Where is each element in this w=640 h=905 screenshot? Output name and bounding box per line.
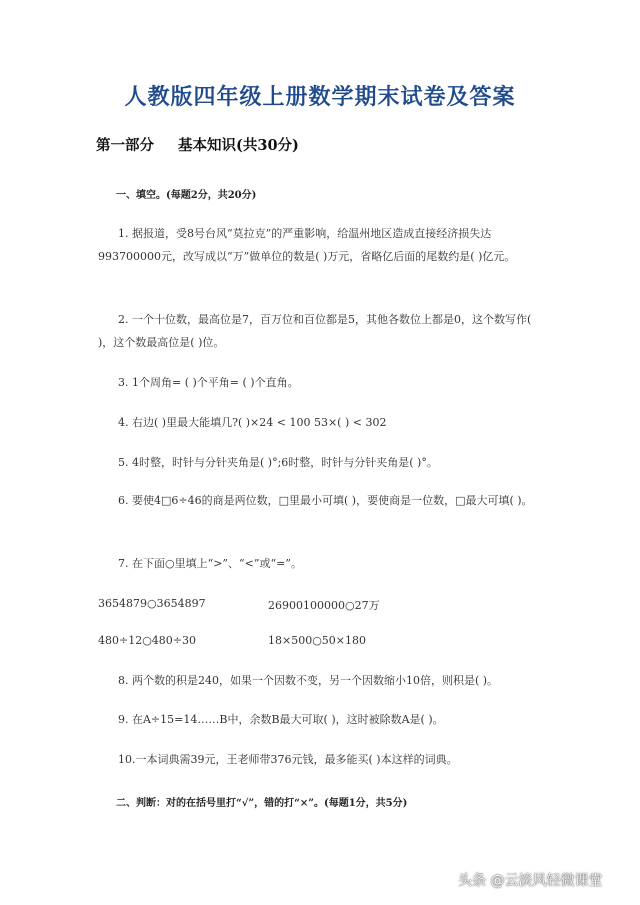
question-7: 7. 在下面○里填上“>”、“<”或“=”。 bbox=[118, 557, 302, 570]
comparison-4: 18×500○50×180 bbox=[268, 634, 367, 647]
part-heading bbox=[96, 134, 299, 155]
comparison-1: 3654879○3654897 bbox=[98, 597, 206, 610]
question-9: 9. 在A÷15=14……B中，余数B最大可取( )，这时被除数A是( )。 bbox=[118, 713, 444, 726]
question-6: 6. 要使4□6÷46的商是两位数，□里最小可填( )，要使商是一位数，□最大可填( )。 bbox=[118, 494, 533, 507]
question-10: 10.一本词典需39元，王老师带376元钱，最多能买( )本这样的词典。 bbox=[118, 753, 458, 766]
comparison-2: 26900100000○27万 bbox=[268, 599, 380, 612]
part-name: 第一部分 bbox=[96, 137, 154, 154]
section1-heading: 一、填空。(每题2分，共20分) bbox=[116, 190, 257, 201]
question-8: 8. 两个数的积是240，如果一个因数不变，另一个因数缩小10倍，则积是( )。 bbox=[118, 674, 499, 687]
question-2: 2. 一个十位数，最高位是7，百万位和百位都是5，其他各数位上都是0，这个数写作( )，这个数最高位是( )位。 bbox=[98, 313, 532, 349]
page-title: 人教版四年级上册数学期末试卷及答案 bbox=[124, 84, 516, 110]
watermark: 头条 @云淡风轻微课堂 bbox=[458, 873, 603, 889]
question-4: 4. 右边( )里最大能填几?( )×24 < 100 53×( ) < 302 bbox=[118, 416, 387, 429]
question-1: 1. 据报道，受8号台风“莫拉克”的严重影响，给温州地区造成直接经济损失达993700000元，改写成以“万”做单位的数是( )万元，省略亿后面的尾数约是( )亿元。 bbox=[98, 227, 516, 263]
section2-heading: 二、判断：对的在括号里打“√”，错的打“×”。(每题1分，共5分) bbox=[116, 798, 408, 809]
part-subtitle: 基本知识(共30分) bbox=[178, 137, 299, 154]
question-5: 5. 4时整，时针与分针夹角是( )°;6时整，时针与分针夹角是( )°。 bbox=[118, 456, 438, 469]
comparison-3: 480÷12○480÷30 bbox=[98, 634, 197, 647]
question-3: 3. 1个周角= ( )个平角= ( )个直角。 bbox=[118, 376, 299, 389]
